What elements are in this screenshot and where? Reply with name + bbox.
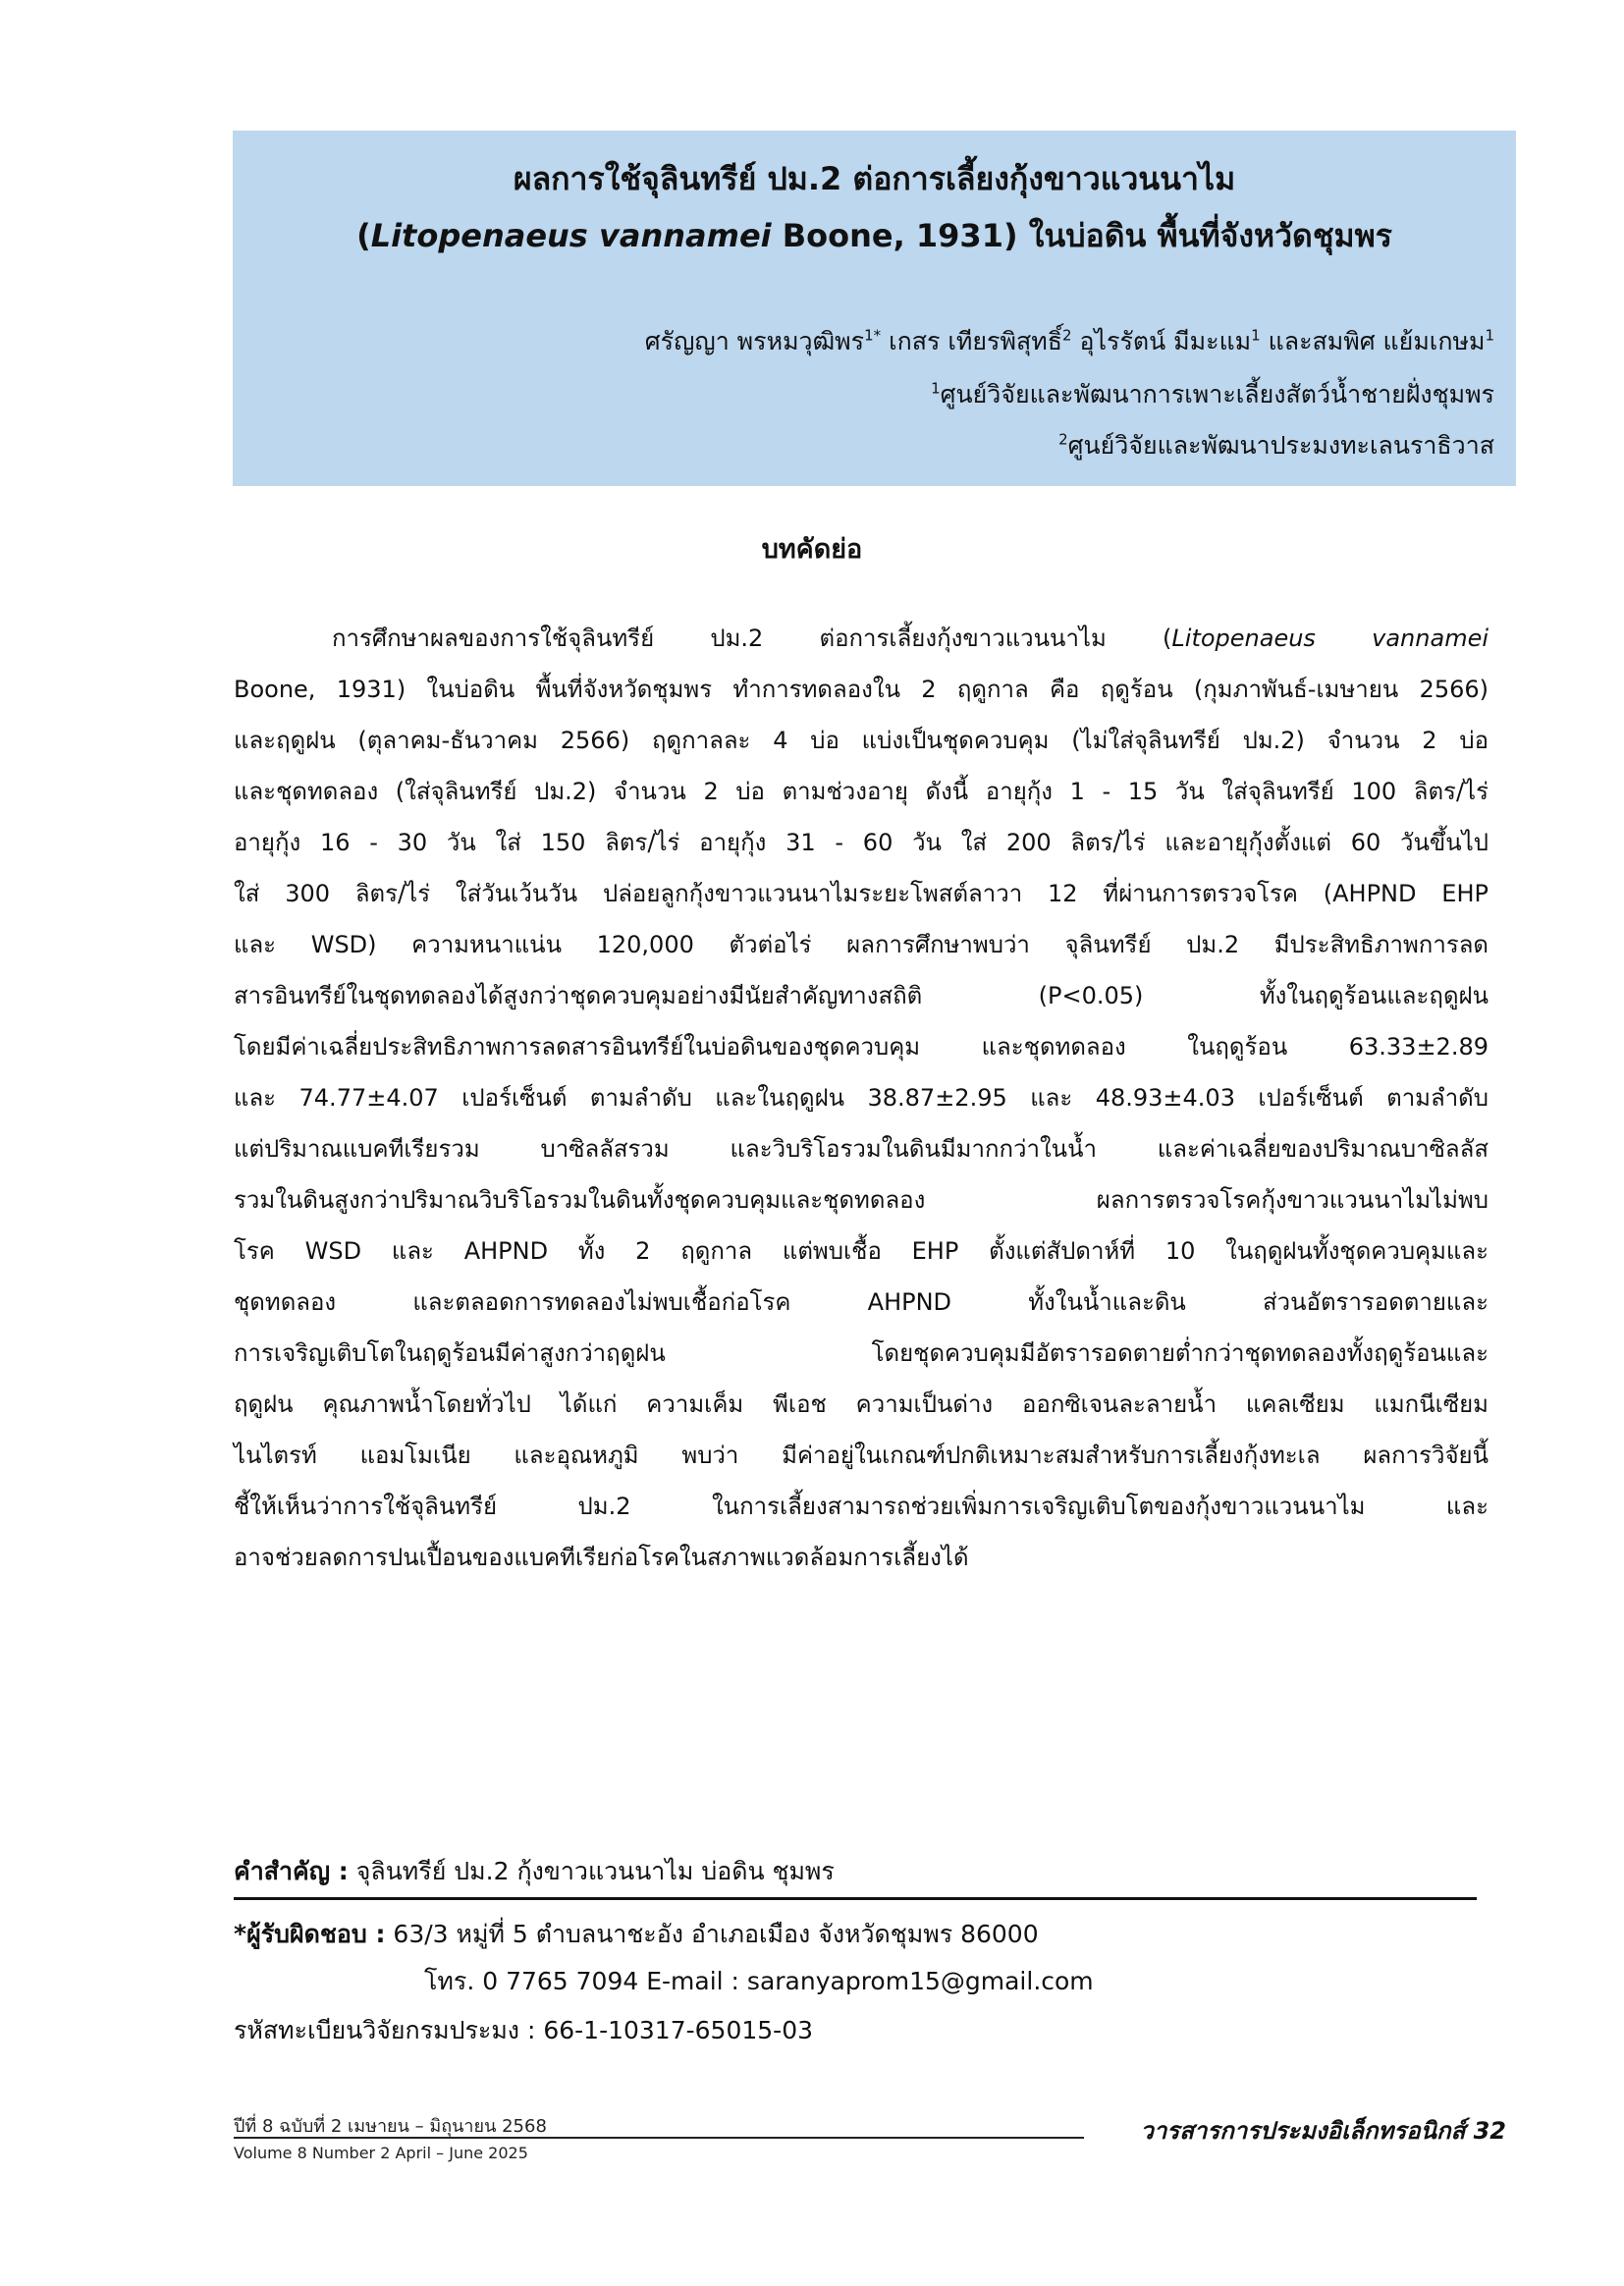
author-affiliation-mark: 1*: [864, 326, 882, 345]
corresponding-label: *ผู้รับผิดชอบ :: [234, 1920, 386, 1948]
abstract-line: การเจริญเติบโตในฤดูร้อนมีค่าสูงกว่าฤดูฝน โดยชุดควบคุมมีอัตรารอดตายต่ำกว่าชุดทดลองทั้งฤดูร้อนและ: [234, 1339, 1489, 1367]
abstract-line: อาจช่วยลดการปนเปื้อนของแบคทีเรียก่อโรคในสภาพแวดล้อมการเลี้ยงได้: [234, 1544, 969, 1571]
keywords: [234, 1852, 835, 1891]
page-number: 32: [1473, 2117, 1506, 2145]
affiliation-text: ศูนย์วิจัยและพัฒนาประมงทะเลนราธิวาส: [1067, 431, 1494, 460]
title-paren: (: [356, 217, 371, 254]
author-name: เกสร เทียรพิสุทธิ์: [881, 327, 1062, 355]
affiliation-mark: 1: [931, 379, 941, 398]
keywords-value: จุลินทรีย์ ปม.2 กุ้งขาวแวนนาไม บ่อดิน ชุมพร: [348, 1857, 835, 1885]
affiliation-1: [316, 380, 1494, 409]
corresponding-address: 63/3 หมู่ที่ 5 ตำบลนาชะอัง อำเภอเมือง จังหวัดชุมพร 86000: [385, 1920, 1039, 1948]
author-affiliation-mark: 1: [1251, 326, 1261, 345]
scientific-name: Litopenaeus vannamei: [370, 217, 772, 254]
scientific-name: Litopenaeus vannamei: [1171, 625, 1489, 652]
footer-journal: [1140, 2111, 1506, 2150]
abstract-line: และ WSD) ความหนาแน่น 120,000 ตัวต่อไร่ ผลการศึกษาพบว่า จุลินทรีย์ ปม.2 มีประสิทธิภาพการลด: [234, 931, 1489, 958]
title-block: [233, 131, 1516, 486]
author-affiliation-mark: 1: [1485, 326, 1494, 345]
footer-issue-thai: ปีที่ 8 ฉบับที่ 2 เมษายน – มิถุนายน 2568: [234, 2116, 547, 2137]
abstract-heading: บทคัดย่อ: [761, 534, 863, 565]
abstract-line: อายุกุ้ง 16 - 30 วัน ใส่ 150 ลิตร/ไร่ อายุกุ้ง 31 - 60 วัน ใส่ 200 ลิตร/ไร่ และอายุกุ้งตั้งแต่ 60 วันขึ้นไป: [234, 829, 1489, 856]
author-list: [316, 327, 1494, 356]
abstract-line: โรค WSD และ AHPND ทั้ง 2 ฤดูกาล แต่พบเชื้อ EHP ตั้งแต่สัปดาห์ที่ 10 ในฤดูฝนทั้งชุดควบคุมและ: [234, 1237, 1489, 1265]
article-title-line-1: ผลการใช้จุลินทรีย์ ปม.2 ต่อการเลี้ยงกุ้งขาวแวนนาไม: [513, 160, 1236, 197]
footer-issue-english: Volume 8 Number 2 April – June 2025: [234, 2144, 528, 2162]
research-registration: รหัสทะเบียนวิจัยกรมประมง : 66-1-10317-65015-03: [234, 2016, 814, 2044]
abstract-line: ชี้ให้เห็นว่าการใช้จุลินทรีย์ ปม.2 ในการเลี้ยงสามารถช่วยเพิ่มการเจริญเติบโตของกุ้งขาวแวนนาไม และ: [234, 1493, 1489, 1520]
affiliation-mark: 2: [1058, 430, 1068, 449]
abstract-line: และชุดทดลอง (ใส่จุลินทรีย์ ปม.2) จำนวน 2 บ่อ ตามช่วงอายุ ดังนี้ อายุกุ้ง 1 - 15 วัน ใส่จุลินทรีย์ 100 ลิตร/ไร่: [234, 778, 1489, 805]
abstract-line: รวมในดินสูงกว่าปริมาณวิบริโอรวมในดินทั้งชุดควบคุมและชุดทดลอง ผลการตรวจโรคกุ้งขาวแวนนาไมไม่พบ: [234, 1186, 1489, 1214]
keywords-label: คำสำคัญ :: [234, 1857, 349, 1885]
journal-name: วารสารการประมงอิเล็กทรอนิกส์: [1140, 2117, 1466, 2145]
abstract-line: การศึกษาผลของการใช้จุลินทรีย์ ปม.2 ต่อการเลี้ยงกุ้งขาวแวนนาไม (Litopenaeus vannamei: [332, 625, 1489, 652]
abstract-line: และ 74.77±4.07 เปอร์เซ็นต์ ตามลำดับ และในฤดูฝน 38.87±2.95 และ 48.93±4.03 เปอร์เซ็นต์ ตามลำดับ: [234, 1084, 1489, 1112]
corresponding-author: [234, 1915, 1039, 1954]
article-title-line-2: [233, 217, 1516, 254]
author-name: และสมพิศ แย้มเกษม: [1260, 327, 1486, 355]
section-divider: [234, 1897, 1477, 1900]
abstract-line: ฤดูฝน คุณภาพน้ำโดยทั่วไป ได้แก่ ความเค็ม พีเอช ความเป็นด่าง ออกซิเจนละลายน้ำ แคลเซียม แมกนีเซียม: [234, 1390, 1489, 1418]
footer-divider: [234, 2137, 1084, 2139]
abstract-line: แต่ปริมาณแบคทีเรียรวม บาซิลลัสรวม และวิบริโอรวมในดินมีมากกว่าในน้ำ และค่าเฉลี่ยของปริมาณบาซิลลัส: [234, 1135, 1489, 1163]
affiliation-2: [316, 431, 1494, 461]
author-affiliation-mark: 2: [1061, 326, 1072, 345]
abstract-line: ชุดทดลอง และตลอดการทดลองไม่พบเชื้อก่อโรค AHPND ทั้งในน้ำและดิน ส่วนอัตรารอดตายและ: [234, 1288, 1489, 1316]
affiliation-text: ศูนย์วิจัยและพัฒนาการเพาะเลี้ยงสัตว์น้ำชายฝั่งชุมพร: [940, 380, 1494, 408]
author-name: อุไรรัตน์ มีมะแม: [1071, 327, 1252, 355]
author-name: ศรัญญา พรหมวุฒิพร: [644, 327, 865, 355]
abstract-line: โดยมีค่าเฉลี่ยประสิทธิภาพการลดสารอินทรีย์ในบ่อดินของชุดควบคุม และชุดทดลอง ในฤดูร้อน 63.33±2.89: [234, 1033, 1489, 1061]
abstract-line: Boone, 1931) ในบ่อดิน พื้นที่จังหวัดชุมพร ทำการทดลองใน 2 ฤดูกาล คือ ฤดูร้อน (กุมภาพันธ์-เมษายน 2566): [234, 676, 1489, 703]
abstract-line: ไนไตรท์ แอมโมเนีย และอุณหภูมิ พบว่า มีค่าอยู่ในเกณฑ์ปกติเหมาะสมสำหรับการเลี้ยงกุ้งทะเล ผลการวิจัยนี้: [234, 1442, 1489, 1469]
title-line-2-rest: Boone, 1931) ในบ่อดิน พื้นที่จังหวัดชุมพร: [771, 217, 1392, 254]
abstract-line: สารอินทรีย์ในชุดทดลองได้สูงกว่าชุดควบคุมอย่างมีนัยสำคัญทางสถิติ (P<0.05) ทั้งในฤดูร้อนและฤดูฝน: [234, 982, 1489, 1009]
abstract-line: ใส่ 300 ลิตร/ไร่ ใส่วันเว้นวัน ปล่อยลูกกุ้งขาวแวนนาไมระยะโพสต์ลาวา 12 ที่ผ่านการตรวจโรค (AHPND EHP: [234, 880, 1489, 907]
corresponding-contact: โทร. 0 7765 7094 E-mail : saranyaprom15@gmail.com: [424, 1967, 1094, 1995]
abstract-line: และฤดูฝน (ตุลาคม-ธันวาคม 2566) ฤดูกาลละ 4 บ่อ แบ่งเป็นชุดควบคุม (ไม่ใส่จุลินทรีย์ ปม.2) จำนวน 2 บ่อ: [234, 727, 1489, 754]
